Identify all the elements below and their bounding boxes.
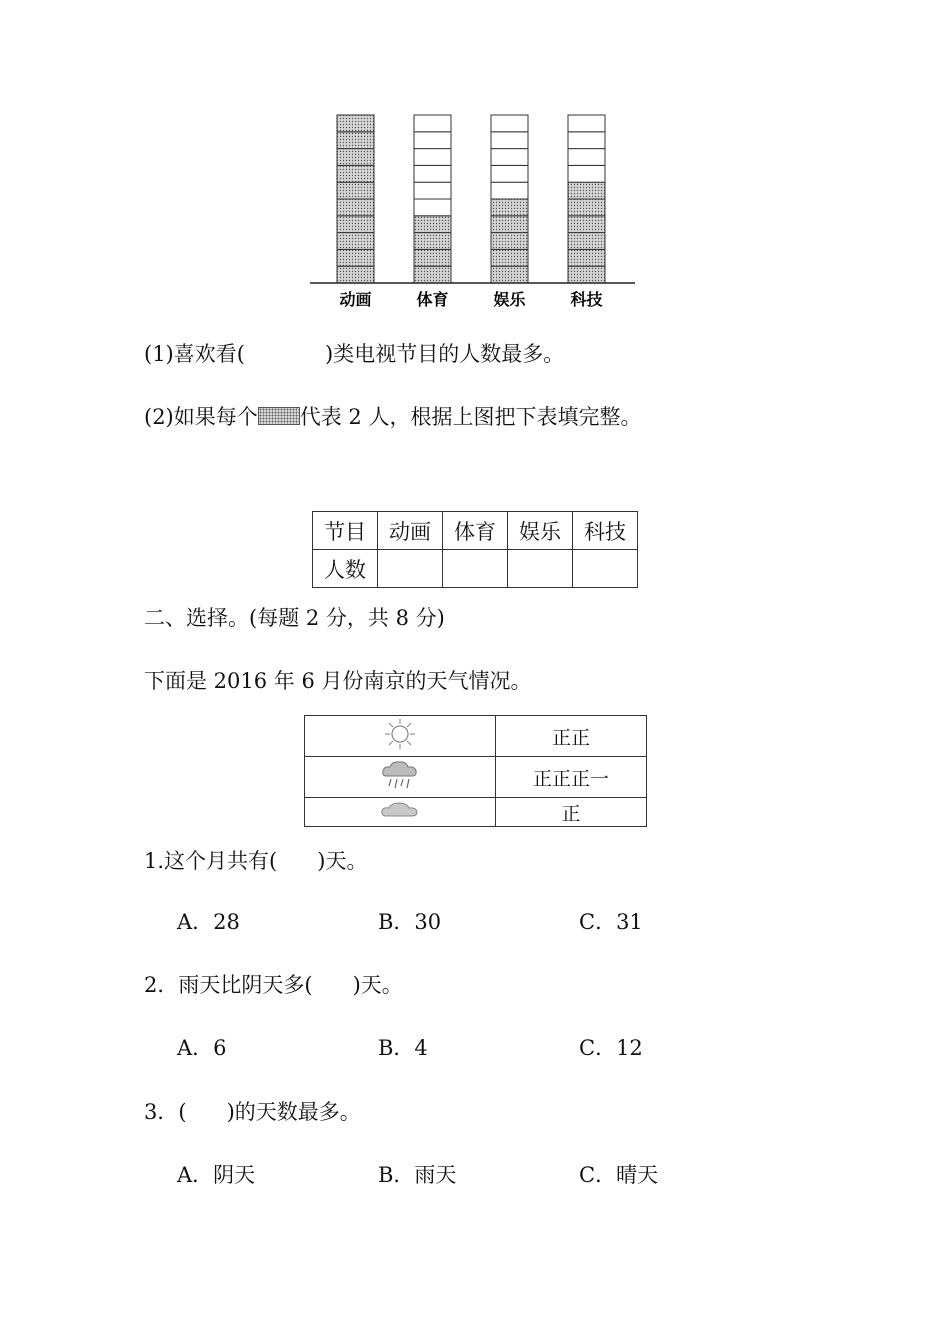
question-2-before: (2)如果每个 — [144, 405, 258, 429]
mc-1-option-c[interactable]: C．31 — [579, 910, 643, 934]
sun-icon — [378, 717, 422, 751]
table-row — [305, 757, 647, 798]
bar-cell-filled — [491, 249, 528, 266]
table-header-cell: 体育 — [443, 512, 508, 550]
bar-cell-filled — [337, 182, 374, 199]
mc-1-option-b[interactable]: B．30 — [378, 910, 442, 934]
bar-cell-filled — [568, 199, 605, 216]
bar-cell-empty — [568, 115, 605, 132]
table-header-cell: 节目 — [313, 512, 378, 550]
bar-cell-filled — [568, 182, 605, 199]
bar-0 — [337, 115, 374, 283]
tally-cell: 正正正一 — [496, 757, 647, 798]
bar-cell-filled — [337, 249, 374, 266]
question-2 — [144, 401, 641, 431]
mc-3-option-c[interactable]: C．晴天 — [579, 1163, 659, 1187]
bar-cell-empty — [414, 132, 451, 149]
table-row — [313, 550, 638, 588]
row-label: 人数 — [313, 550, 378, 588]
bar-cell-filled — [337, 165, 374, 182]
people-count-table — [312, 511, 638, 588]
bar-cell-filled — [337, 233, 374, 250]
table-row — [305, 798, 647, 827]
weather-icon-cell — [305, 798, 496, 827]
bar-cell-filled — [568, 249, 605, 266]
weather-table — [304, 715, 647, 827]
bar-cell-empty — [568, 132, 605, 149]
mc-2-option-a[interactable]: A．6 — [177, 1036, 227, 1060]
shaded-cell-sample — [258, 407, 300, 425]
bar-2 — [491, 115, 528, 283]
question-2-after: 代表 2 人，根据上图把下表填完整。 — [299, 405, 642, 429]
chart-svg — [300, 108, 650, 318]
bar-cell-empty — [414, 199, 451, 216]
bar-1 — [414, 115, 451, 283]
bar-cell-filled — [337, 149, 374, 166]
question-1: (1)喜欢看( )类电视节目的人数最多。 — [144, 342, 565, 366]
bar-cell-filled — [414, 216, 451, 233]
mc-2-option-b[interactable]: B．4 — [378, 1036, 428, 1060]
weather-icon-cell — [305, 757, 496, 798]
bar-cell-filled — [337, 266, 374, 283]
bar-cell-filled — [491, 216, 528, 233]
bar-cell-filled — [414, 249, 451, 266]
bar-cell-filled — [414, 233, 451, 250]
table-header-cell: 动画 — [378, 512, 443, 550]
tally-cell: 正 — [496, 798, 647, 827]
mc-question-1: 1.这个月共有( )天。 — [144, 849, 368, 873]
bar-cell-empty — [414, 182, 451, 199]
table-row — [305, 716, 647, 757]
bar-cell-empty — [568, 149, 605, 166]
x-tick-label: 科技 — [570, 290, 603, 309]
mc-3-option-a[interactable]: A．阴天 — [177, 1163, 256, 1187]
table-header-row — [313, 512, 638, 550]
x-tick-label: 娱乐 — [493, 290, 526, 309]
bar-cell-filled — [337, 115, 374, 132]
section-2-intro: 下面是 2016 年 6 月份南京的天气情况。 — [144, 669, 532, 693]
mc-question-2: 2．雨天比阴天多( )天。 — [144, 973, 403, 997]
bar-cell-empty — [491, 182, 528, 199]
weather-icon-cell — [305, 716, 496, 757]
mc-1-option-a[interactable]: A．28 — [177, 910, 240, 934]
x-tick-label: 动画 — [339, 290, 372, 309]
bar-3 — [568, 115, 605, 283]
bar-cell-filled — [491, 233, 528, 250]
bar-cell-empty — [491, 132, 528, 149]
mc-3-option-b[interactable]: B．雨天 — [378, 1163, 457, 1187]
bar-cell-filled — [414, 266, 451, 283]
bar-cell-empty — [414, 149, 451, 166]
rain-cloud-icon — [378, 758, 422, 792]
bar-cell-filled — [491, 199, 528, 216]
answer-cell-entertainment[interactable] — [508, 550, 573, 588]
bar-cell-filled — [568, 266, 605, 283]
bar-cell-empty — [414, 165, 451, 182]
table-header-cell: 娱乐 — [508, 512, 573, 550]
x-tick-label: 体育 — [416, 290, 449, 309]
bar-cell-filled — [491, 266, 528, 283]
bar-cell-empty — [568, 165, 605, 182]
cloud-icon — [378, 799, 422, 821]
bar-cell-empty — [491, 165, 528, 182]
bar-cell-filled — [337, 132, 374, 149]
bar-cell-filled — [337, 199, 374, 216]
bar-cell-filled — [568, 233, 605, 250]
answer-cell-animation[interactable] — [378, 550, 443, 588]
answer-cell-sports[interactable] — [443, 550, 508, 588]
table-header-cell: 科技 — [573, 512, 638, 550]
bar-cell-empty — [414, 115, 451, 132]
section-2-title: 二、选择。(每题 2 分，共 8 分) — [144, 606, 445, 630]
tally-cell: 正正 — [496, 716, 647, 757]
bar-cell-empty — [491, 115, 528, 132]
bar-cell-filled — [568, 216, 605, 233]
bar-cell-empty — [491, 149, 528, 166]
mc-2-option-c[interactable]: C．12 — [579, 1036, 643, 1060]
bar-cell-filled — [337, 216, 374, 233]
tv-bar-chart — [300, 108, 650, 318]
answer-cell-science[interactable] — [573, 550, 638, 588]
mc-question-3: 3．( )的天数最多。 — [144, 1100, 361, 1124]
